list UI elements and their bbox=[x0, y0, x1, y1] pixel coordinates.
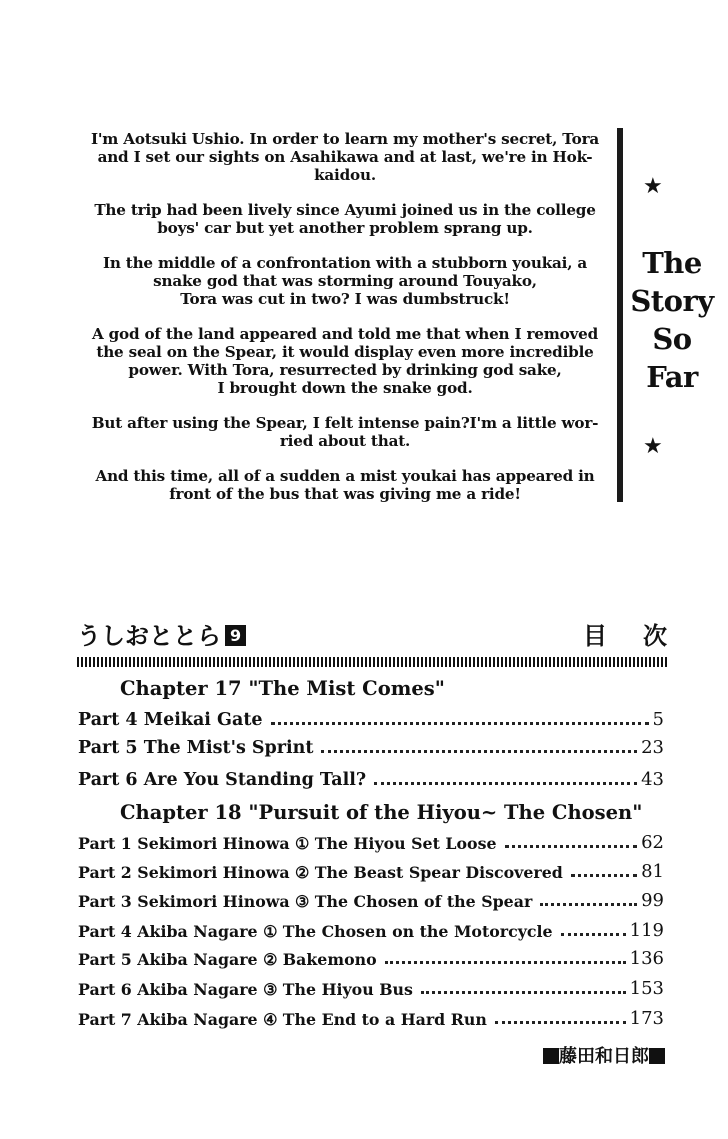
star-icon: ★ bbox=[643, 174, 663, 199]
toc-entry-page: 23 bbox=[641, 737, 664, 758]
header-rule bbox=[77, 657, 667, 667]
chapter-heading: Chapter 18 "Pursuit of the Hiyou~ The Chosen" bbox=[120, 801, 643, 824]
toc-entry-page: 5 bbox=[652, 709, 664, 730]
story-paragraph: I'm Aotsuki Ushio. In order to learn my mother's secret, Tora and I set our sights on Asahikawa and at last, we're in Hok- kaidou. bbox=[90, 130, 600, 184]
toc-entry-title: Part 4 Meikai Gate bbox=[78, 710, 263, 730]
leader-dots bbox=[571, 874, 637, 877]
leader-dots bbox=[321, 750, 637, 753]
square-mark bbox=[543, 1048, 559, 1064]
toc-entry-title: Part 5 Akiba Nagare ② Bakemono bbox=[78, 950, 377, 969]
leader-dots bbox=[271, 722, 649, 725]
author-name: 藤田和日郎 bbox=[559, 1046, 649, 1067]
toc-entry-title: Part 7 Akiba Nagare ④ The End to a Hard Run bbox=[78, 1010, 487, 1029]
story-paragraph: And this time, all of a sudden a mist youkai has appeared in front of the bus that was giving me a ride! bbox=[95, 467, 595, 503]
toc-entry-page: 153 bbox=[629, 978, 664, 999]
chapter-heading: Chapter 17 "The Mist Comes" bbox=[120, 677, 445, 700]
toc-entry bbox=[78, 832, 664, 853]
story-paragraph: But after using the Spear, I felt intense pain?I'm a little wor- ried about that. bbox=[91, 414, 599, 450]
story-so-far-text bbox=[80, 130, 610, 520]
toc-entry bbox=[78, 861, 664, 882]
toc-entry bbox=[78, 709, 664, 730]
toc-entry-title: Part 2 Sekimori Hinowa ② The Beast Spear Discovered bbox=[78, 863, 563, 882]
leader-dots bbox=[421, 991, 626, 994]
toc-entry-title: Part 4 Akiba Nagare ① The Chosen on the Motorcycle bbox=[78, 922, 553, 941]
toc-entry-page: 43 bbox=[641, 769, 664, 790]
vertical-divider bbox=[617, 128, 623, 502]
star-icon: ★ bbox=[643, 434, 663, 459]
leader-dots bbox=[505, 845, 638, 848]
toc-entry-page: 62 bbox=[641, 832, 664, 853]
toc-entry bbox=[78, 769, 664, 790]
toc-entry bbox=[78, 978, 664, 999]
toc-entry bbox=[78, 948, 664, 969]
toc-entry-page: 81 bbox=[641, 861, 664, 882]
toc-entry-title: Part 1 Sekimori Hinowa ① The Hiyou Set Loose bbox=[78, 834, 497, 853]
story-paragraph: A god of the land appeared and told me that when I removed the seal on the Spear, it would display even more incredible power. With Tora, resurrected by drinking god sake, I brought down the snake god. bbox=[91, 325, 599, 397]
toc-entry-title: Part 5 The Mist's Sprint bbox=[78, 738, 314, 758]
toc-entry-page: 136 bbox=[629, 948, 664, 969]
series-name: うしおととら bbox=[77, 622, 221, 650]
toc-entry-page: 173 bbox=[629, 1008, 664, 1029]
story-paragraph: In the middle of a confrontation with a stubborn youkai, a snake god that was storming around Touyako, Tora was cut in two? I was dumbstruck! bbox=[102, 254, 588, 308]
leader-dots bbox=[385, 961, 626, 964]
leader-dots bbox=[374, 782, 637, 785]
toc-entry bbox=[78, 890, 664, 911]
story-paragraph: The trip had been lively since Ayumi joined us in the college boys' car but yet another problem sprang up. bbox=[94, 201, 596, 237]
contents-header bbox=[77, 612, 703, 650]
leader-dots bbox=[495, 1021, 626, 1024]
square-mark bbox=[649, 1048, 665, 1064]
volume-number: 9 bbox=[225, 625, 246, 646]
toc-entry bbox=[78, 920, 664, 941]
leader-dots bbox=[561, 933, 626, 936]
series-title bbox=[77, 616, 246, 651]
leader-dots bbox=[540, 903, 637, 906]
toc-entry bbox=[78, 737, 664, 758]
author-credit bbox=[543, 1042, 665, 1068]
toc-entry-page: 119 bbox=[629, 920, 664, 941]
toc-entry-title: Part 3 Sekimori Hinowa ③ The Chosen of the Spear bbox=[78, 892, 533, 911]
story-so-far-heading: The Story So Far bbox=[630, 246, 714, 394]
toc-entry-title: Part 6 Akiba Nagare ③ The Hiyou Bus bbox=[78, 980, 413, 999]
toc-entry bbox=[78, 1008, 664, 1029]
toc-entry-title: Part 6 Are You Standing Tall? bbox=[78, 770, 367, 790]
toc-entry-page: 99 bbox=[641, 890, 664, 911]
contents-label: 目次 bbox=[583, 622, 703, 650]
